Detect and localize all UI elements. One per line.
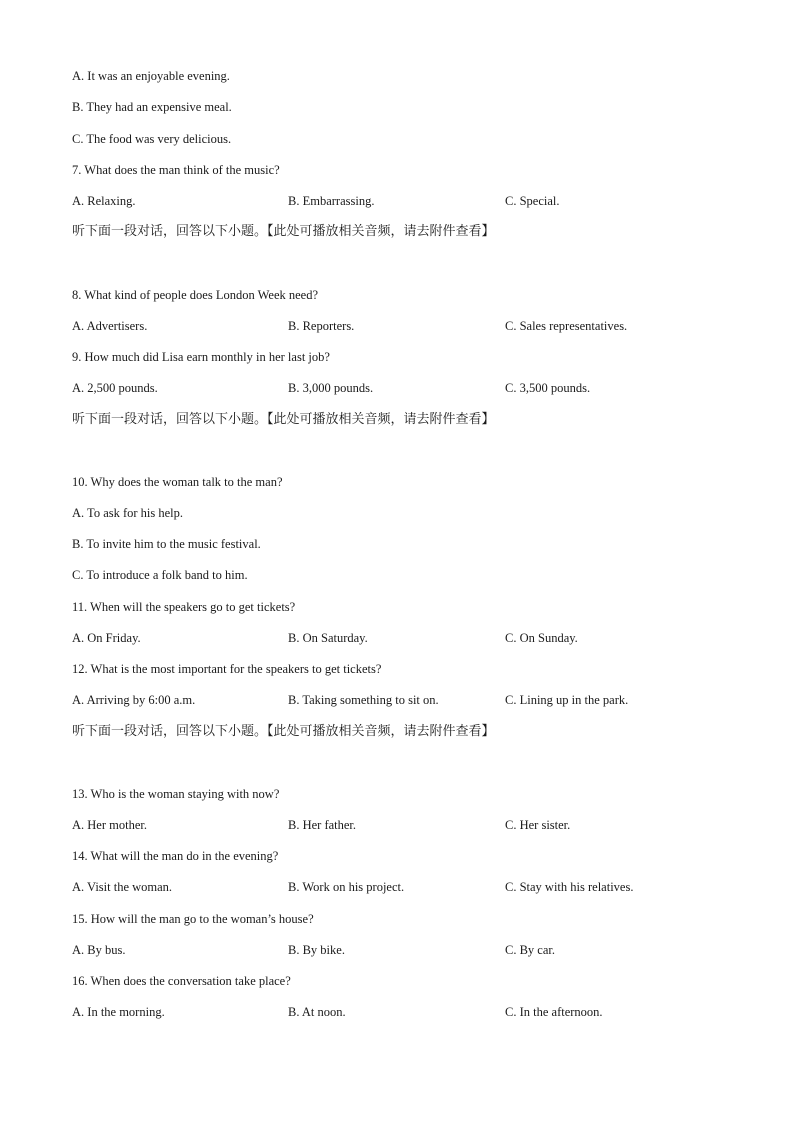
- q12-option-b: B. Taking something to sit on.: [288, 693, 439, 707]
- q16-option-a: A. In the morning.: [72, 1005, 165, 1019]
- option-b: B. They had an expensive meal.: [72, 100, 232, 114]
- q10-option-c: C. To introduce a folk band to him.: [72, 568, 248, 582]
- question-15: 15. How will the man go to the woman’s house?: [72, 912, 314, 926]
- q8-option-c: C. Sales representatives.: [505, 319, 628, 333]
- q12-option-a: A. Arriving by 6:00 a.m.: [72, 693, 196, 707]
- q10-option-a: A. To ask for his help.: [72, 506, 184, 520]
- q7-option-b: B. Embarrassing.: [288, 194, 375, 208]
- q11-option-c: C. On Sunday.: [505, 631, 578, 645]
- q16-option-c: C. In the afternoon.: [505, 1005, 603, 1019]
- question-9: 9. How much did Lisa earn monthly in her last job?: [72, 350, 330, 364]
- q13-option-c: C. Her sister.: [505, 818, 571, 832]
- q13-option-b: B. Her father.: [288, 818, 357, 832]
- listening-instruction: 听下面一段对话，回答以下小题。【此处可播放相关音频，请去附件查看】: [72, 412, 495, 427]
- q11-option-a: A. On Friday.: [72, 631, 141, 645]
- q8-option-b: B. Reporters.: [288, 319, 355, 333]
- question-13: 13. Who is the woman staying with now?: [72, 787, 280, 801]
- q15-option-b: B. By bike.: [288, 943, 345, 957]
- option-a: A. It was an enjoyable evening.: [72, 69, 230, 83]
- listening-instruction: 听下面一段对话，回答以下小题。【此处可播放相关音频，请去附件查看】: [72, 224, 495, 239]
- q16-option-b: B. At noon.: [288, 1005, 346, 1019]
- q10-option-b: B. To invite him to the music festival.: [72, 537, 261, 551]
- question-10: 10. Why does the woman talk to the man?: [72, 475, 283, 489]
- question-16: 16. When does the conversation take place?: [72, 974, 291, 988]
- q7-option-a: A. Relaxing.: [72, 194, 136, 208]
- q9-option-b: B. 3,000 pounds.: [288, 381, 374, 395]
- question-12: 12. What is the most important for the speakers to get tickets?: [72, 662, 382, 676]
- listening-instruction: 听下面一段对话，回答以下小题。【此处可播放相关音频，请去附件查看】: [72, 724, 495, 739]
- q14-option-c: C. Stay with his relatives.: [505, 880, 634, 894]
- q9-option-c: C. 3,500 pounds.: [505, 381, 591, 395]
- question-7: 7. What does the man think of the music?: [72, 163, 280, 177]
- q8-option-a: A. Advertisers.: [72, 319, 148, 333]
- q9-option-a: A. 2,500 pounds.: [72, 381, 158, 395]
- question-11: 11. When will the speakers go to get tickets?: [72, 600, 296, 614]
- q15-option-c: C. By car.: [505, 943, 555, 957]
- q7-option-c: C. Special.: [505, 194, 560, 208]
- q12-option-c: C. Lining up in the park.: [505, 693, 629, 707]
- question-8: 8. What kind of people does London Week need?: [72, 288, 319, 302]
- option-c: C. The food was very delicious.: [72, 132, 232, 146]
- q11-option-b: B. On Saturday.: [288, 631, 368, 645]
- q13-option-a: A. Her mother.: [72, 818, 147, 832]
- question-14: 14. What will the man do in the evening?: [72, 849, 279, 863]
- q14-option-a: A. Visit the woman.: [72, 880, 173, 894]
- q15-option-a: A. By bus.: [72, 943, 126, 957]
- q14-option-b: B. Work on his project.: [288, 880, 405, 894]
